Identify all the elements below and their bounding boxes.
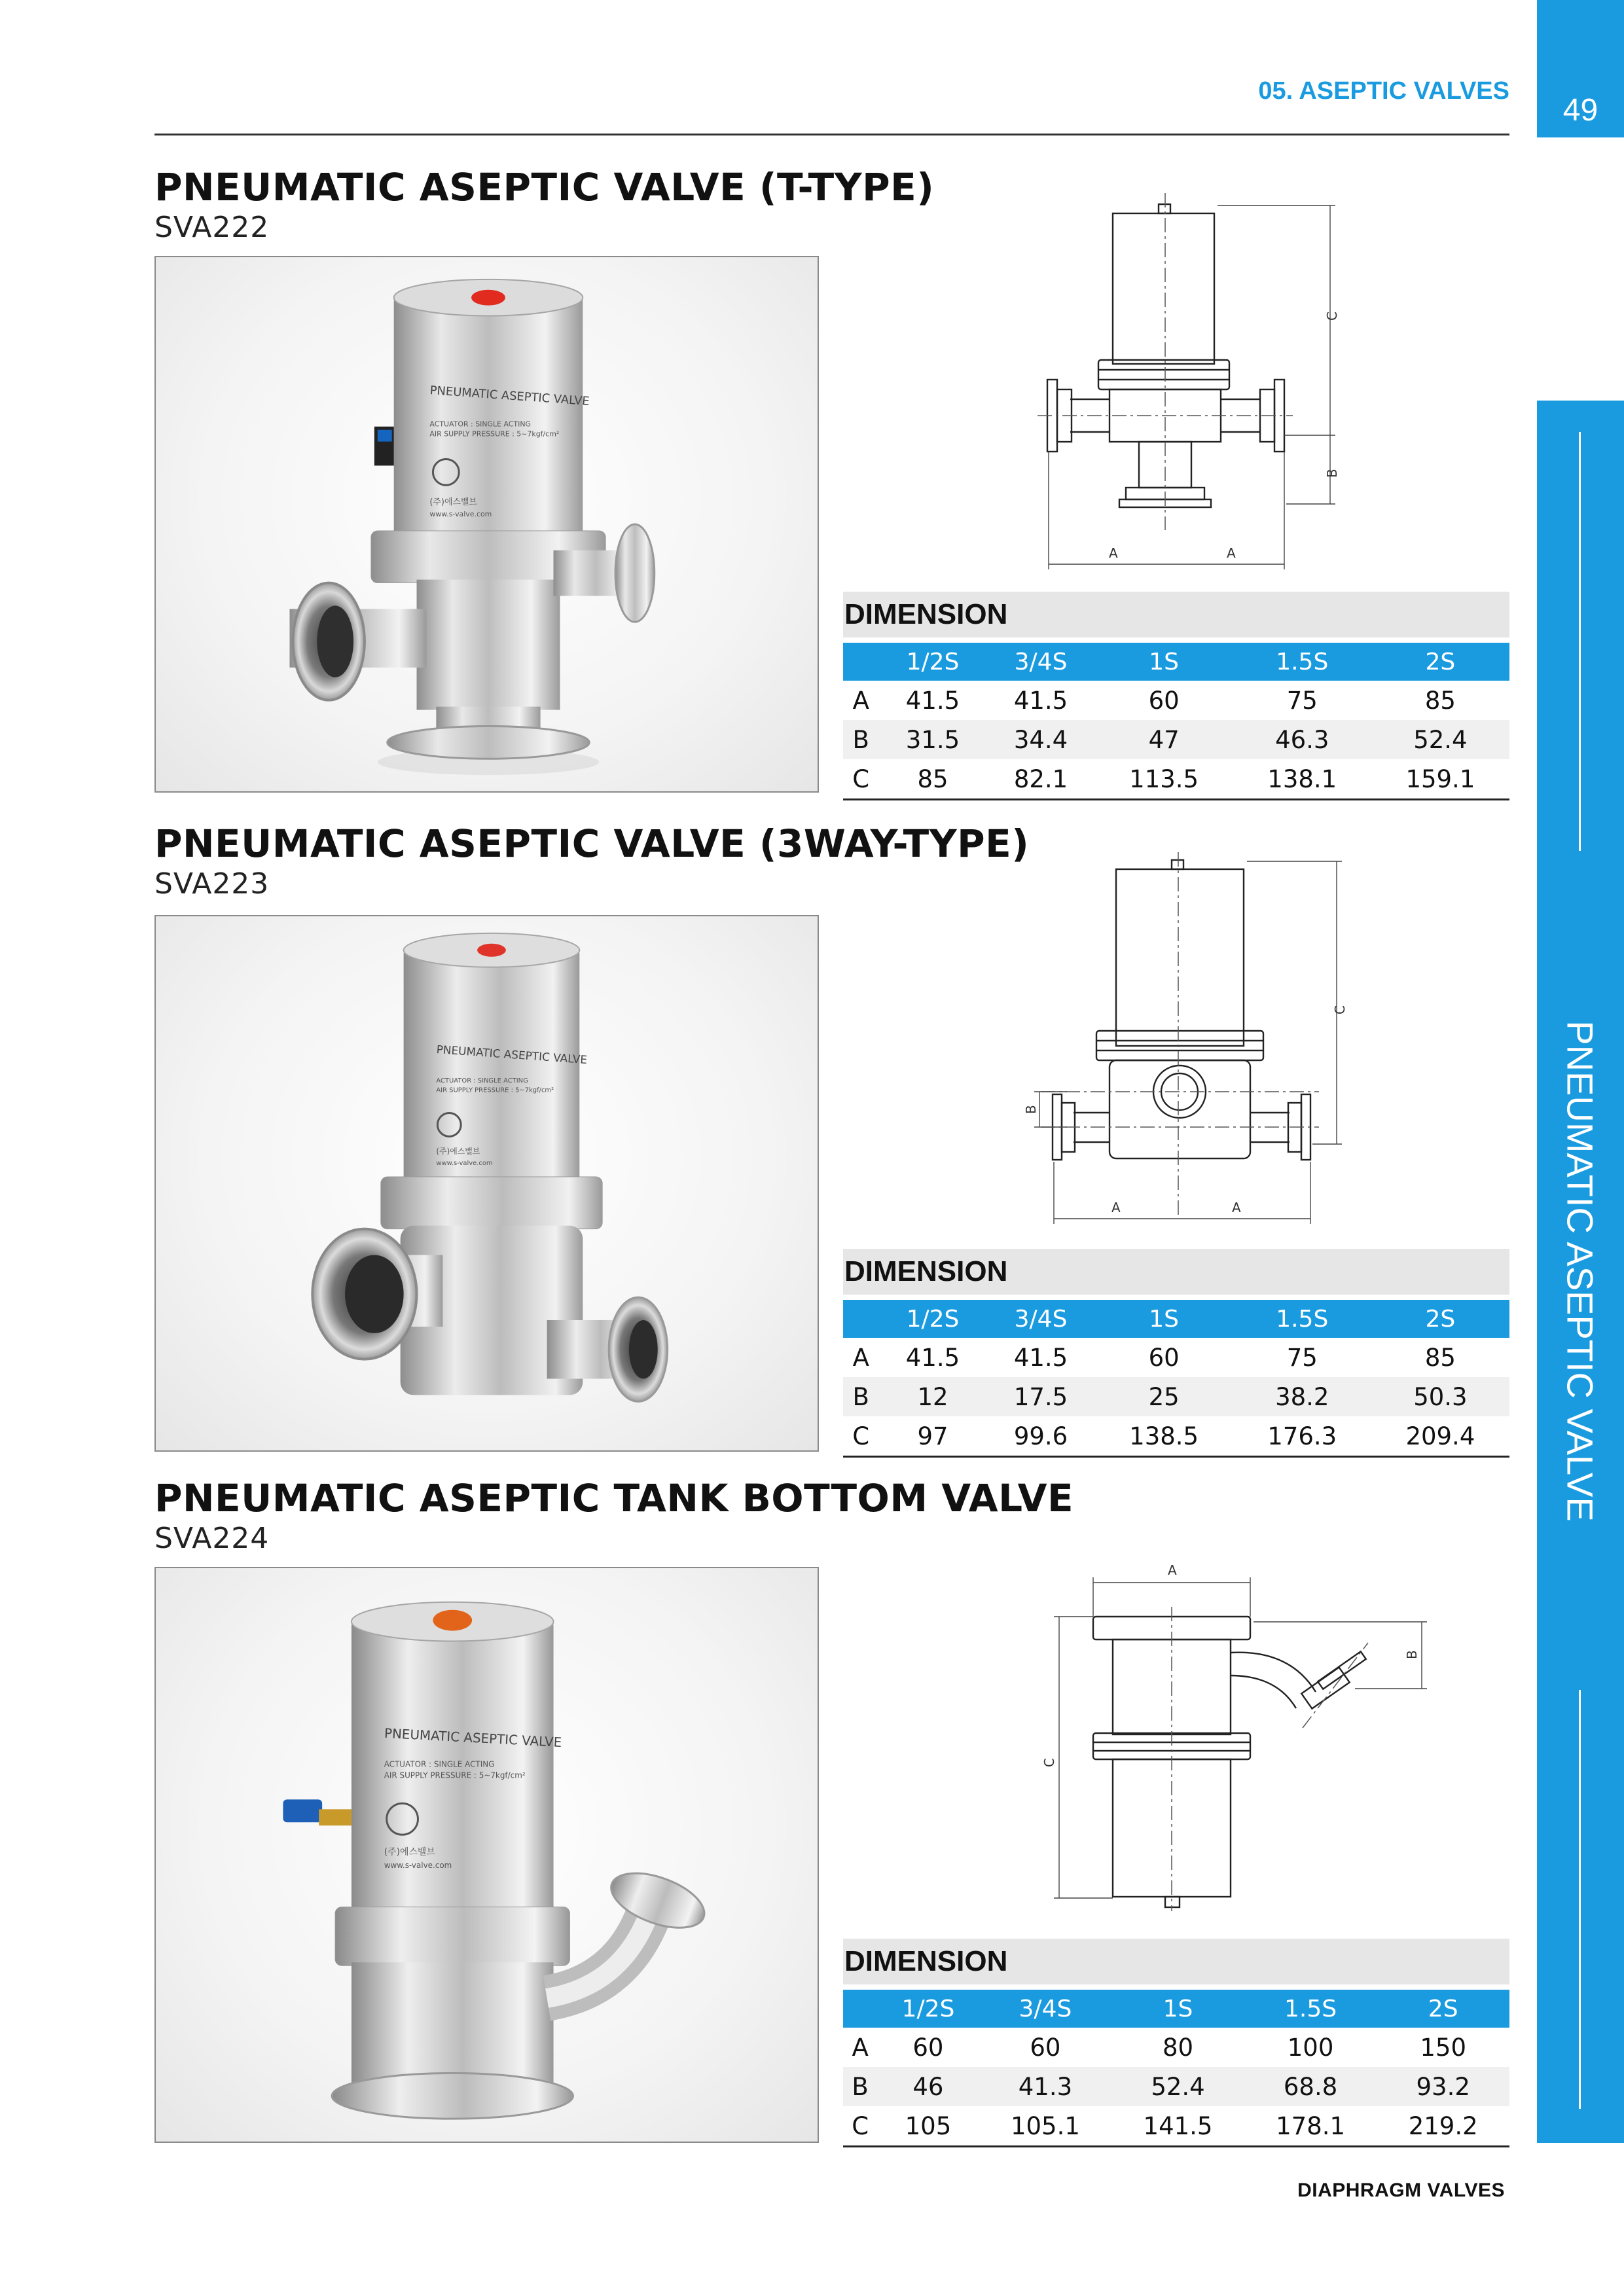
- page-number-tab: [1537, 0, 1624, 137]
- column-header: 1S: [1111, 1990, 1244, 2028]
- table-cell: 99.6: [987, 1416, 1095, 1457]
- column-header: 1/2S: [878, 643, 986, 681]
- table-header-row: [843, 643, 1509, 681]
- table-cell: 60: [1030, 2033, 1061, 2062]
- page-number: 49: [1562, 93, 1598, 128]
- column-header: [843, 643, 878, 681]
- drawing-label: A: [1109, 545, 1118, 561]
- dimension-table: [843, 643, 1509, 800]
- table-cell: 60: [1148, 1343, 1180, 1372]
- table-cell: 46: [877, 2067, 979, 2106]
- drawing-label: C: [1332, 1005, 1348, 1014]
- technical-drawing: [1028, 1551, 1434, 1918]
- table-cell: 38.2: [1233, 1377, 1371, 1416]
- table-cell: 141.5: [1111, 2106, 1244, 2147]
- table-cell: 17.5: [987, 1377, 1095, 1416]
- table-row: [843, 1338, 1509, 1377]
- technical-drawing: [1023, 851, 1394, 1230]
- table-cell: 41.5: [905, 1343, 960, 1372]
- row-label: A: [852, 1343, 869, 1372]
- table-header-row: [843, 1990, 1509, 2028]
- table-cell: 41.5: [1013, 686, 1068, 715]
- dimension-table: [843, 1300, 1509, 1458]
- table-cell: 97: [878, 1416, 986, 1457]
- table-cell: 219.2: [1377, 2106, 1509, 2147]
- product-photo: [154, 915, 819, 1452]
- table-cell: 138.1: [1233, 759, 1371, 800]
- column-header: 1S: [1095, 643, 1233, 681]
- table-cell: 80: [1162, 2033, 1194, 2062]
- table-cell: 34.4: [987, 720, 1095, 759]
- column-header: 3/4S: [987, 643, 1095, 681]
- table-cell: 159.1: [1371, 759, 1509, 800]
- table-cell: 60: [1148, 686, 1180, 715]
- photo-label: ACTUATOR : SINGLE ACTING: [384, 1759, 495, 1769]
- table-row: [843, 2028, 1509, 2067]
- drawing-label: A: [1232, 1200, 1241, 1215]
- table-cell: 46.3: [1233, 720, 1371, 759]
- table-header-row: [843, 1300, 1509, 1338]
- table-row: [843, 681, 1509, 720]
- column-header: [843, 1990, 877, 2028]
- photo-label: www.s-valve.com: [436, 1160, 493, 1168]
- product-model: SVA223: [154, 867, 270, 901]
- table-cell: 178.1: [1244, 2106, 1377, 2147]
- side-category-label: PNEUMATIC ASEPTIC VALVE: [1559, 1020, 1601, 1522]
- photo-label: ACTUATOR : SINGLE ACTING: [436, 1077, 528, 1085]
- photo-label: PNEUMATIC ASEPTIC VALVE: [429, 384, 590, 409]
- table-cell: 75: [1286, 1343, 1318, 1372]
- table-cell: 47: [1095, 720, 1233, 759]
- photo-label: AIR SUPPLY PRESSURE : 5~7kgf/cm²: [429, 429, 560, 439]
- photo-label: (주)에스밸브: [384, 1847, 435, 1857]
- table-cell: 41.5: [1013, 1343, 1068, 1372]
- photo-label: AIR SUPPLY PRESSURE : 5~7kgf/cm²: [436, 1086, 554, 1094]
- drawing-label: A: [1227, 545, 1236, 561]
- product-model: SVA224: [154, 1522, 270, 1555]
- table-cell: 41.5: [905, 686, 960, 715]
- table-row: [843, 1377, 1509, 1416]
- row-label: C: [843, 759, 878, 800]
- photo-label: PNEUMATIC ASEPTIC VALVE: [384, 1725, 562, 1751]
- column-header: 2S: [1371, 1300, 1509, 1338]
- dimension-block: [843, 592, 1509, 800]
- table-row: [843, 1416, 1509, 1457]
- table-row: [843, 2067, 1509, 2106]
- row-label: B: [843, 720, 878, 759]
- table-cell: 85: [1424, 686, 1456, 715]
- column-header: 2S: [1377, 1990, 1509, 2028]
- photo-label: ACTUATOR : SINGLE ACTING: [429, 420, 532, 429]
- column-header: 1S: [1095, 1300, 1233, 1338]
- table-cell: 85: [1424, 1343, 1456, 1372]
- table-row: [843, 759, 1509, 800]
- table-cell: 105: [877, 2106, 979, 2147]
- column-header: 1/2S: [877, 1990, 979, 2028]
- photo-label: www.s-valve.com: [384, 1860, 452, 1870]
- dimension-heading: DIMENSION: [843, 1939, 1509, 1984]
- section-title: 05. ASEPTIC VALVES: [1258, 77, 1509, 105]
- photo-label: PNEUMATIC ASEPTIC VALVE: [436, 1043, 588, 1067]
- table-cell: 31.5: [878, 720, 986, 759]
- table-cell: 82.1: [987, 759, 1095, 800]
- table-cell: 138.5: [1095, 1416, 1233, 1457]
- row-label: B: [843, 1377, 878, 1416]
- tank-bottom-valve-photo: [156, 1568, 818, 2142]
- product-photo: [154, 256, 819, 793]
- side-category-bar: [1537, 401, 1624, 2143]
- product-title: PNEUMATIC ASEPTIC TANK BOTTOM VALVE: [154, 1476, 1074, 1520]
- column-header: 3/4S: [979, 1990, 1112, 2028]
- row-label: C: [843, 1416, 878, 1457]
- table-cell: 105.1: [979, 2106, 1112, 2147]
- table-cell: 25: [1095, 1377, 1233, 1416]
- dimension-heading: DIMENSION: [843, 592, 1509, 637]
- table-cell: 68.8: [1244, 2067, 1377, 2106]
- valve-3way-photo: [156, 916, 818, 1450]
- drawing-label: A: [1168, 1562, 1177, 1578]
- drawing-label: C: [1324, 312, 1340, 321]
- row-label: B: [843, 2067, 877, 2106]
- table-cell: 93.2: [1377, 2067, 1509, 2106]
- product-model: SVA222: [154, 211, 270, 244]
- column-header: 2S: [1371, 643, 1509, 681]
- table-cell: 60: [912, 2033, 944, 2062]
- photo-label: www.s-valve.com: [429, 510, 492, 519]
- photo-label: (주)에스밸브: [429, 497, 477, 508]
- header-rule: [154, 134, 1509, 135]
- table-cell: 85: [878, 759, 986, 800]
- row-label: A: [852, 686, 869, 715]
- drawing-label: C: [1041, 1758, 1057, 1767]
- row-label: C: [843, 2106, 877, 2147]
- table-cell: 41.3: [979, 2067, 1112, 2106]
- table-row: [843, 720, 1509, 759]
- drawing-label: A: [1111, 1200, 1121, 1215]
- table-cell: 52.4: [1371, 720, 1509, 759]
- dimension-block: [843, 1249, 1509, 1458]
- product-title: PNEUMATIC ASEPTIC VALVE (T-TYPE): [154, 165, 935, 209]
- table-cell: 75: [1286, 686, 1318, 715]
- photo-label: AIR SUPPLY PRESSURE : 5~7kgf/cm²: [384, 1770, 526, 1780]
- technical-drawing: [1028, 190, 1394, 583]
- side-divider-bottom: [1579, 1690, 1581, 2109]
- product-photo: [154, 1567, 819, 2143]
- column-header: 1.5S: [1244, 1990, 1377, 2028]
- footer-label: DIAPHRAGM VALVES: [1297, 2179, 1505, 2201]
- column-header: 1.5S: [1233, 643, 1371, 681]
- column-header: 1/2S: [878, 1300, 986, 1338]
- table-cell: 209.4: [1371, 1416, 1509, 1457]
- drawing-label: B: [1023, 1105, 1039, 1114]
- drawing-label: B: [1324, 469, 1340, 478]
- column-header: 1.5S: [1233, 1300, 1371, 1338]
- table-cell: 113.5: [1095, 759, 1233, 800]
- table-cell: 52.4: [1111, 2067, 1244, 2106]
- column-header: [843, 1300, 878, 1338]
- side-divider-top: [1579, 432, 1581, 851]
- drawing-label: B: [1404, 1650, 1420, 1659]
- dimension-table: [843, 1990, 1509, 2147]
- table-cell: 176.3: [1233, 1416, 1371, 1457]
- column-header: 3/4S: [987, 1300, 1095, 1338]
- table-cell: 100: [1287, 2033, 1334, 2062]
- dimension-heading: DIMENSION: [843, 1249, 1509, 1295]
- dimension-block: [843, 1939, 1509, 2147]
- table-cell: 150: [1420, 2033, 1466, 2062]
- table-cell: 12: [878, 1377, 986, 1416]
- photo-label: (주)에스밸브: [436, 1147, 480, 1157]
- valve-t-type-photo: [156, 257, 818, 791]
- table-cell: 50.3: [1371, 1377, 1509, 1416]
- table-row: [843, 2106, 1509, 2147]
- row-label: A: [852, 2033, 869, 2062]
- product-title: PNEUMATIC ASEPTIC VALVE (3WAY-TYPE): [154, 821, 1030, 866]
